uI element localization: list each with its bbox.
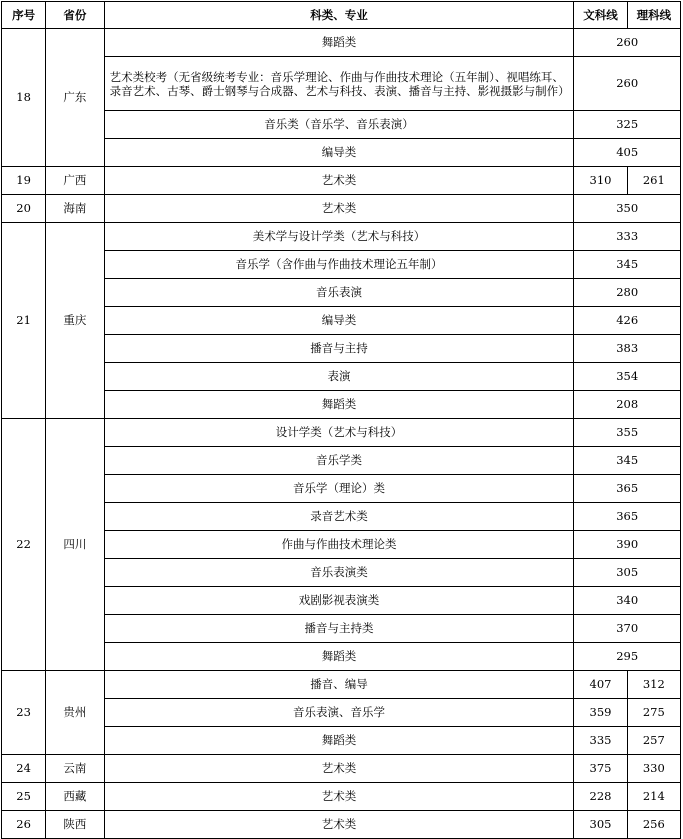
major-cell: 音乐表演 <box>104 279 574 307</box>
science-score-cell: 261 <box>627 167 680 195</box>
major-cell: 作曲与作曲技术理论类 <box>104 531 574 559</box>
combined-score-cell: 350 <box>574 195 681 223</box>
major-cell: 音乐学类 <box>104 447 574 475</box>
province-cell: 广西 <box>46 167 104 195</box>
table-row <box>2 587 681 615</box>
table-row <box>2 111 681 139</box>
combined-score-cell: 260 <box>574 57 681 111</box>
table-row <box>2 419 681 447</box>
science-score-cell: 312 <box>627 671 680 699</box>
seq-cell: 20 <box>2 195 46 223</box>
major-cell: 艺术类 <box>104 195 574 223</box>
combined-score-cell: 355 <box>574 419 681 447</box>
table-row <box>2 783 681 811</box>
province-cell: 广东 <box>46 29 104 167</box>
table-row <box>2 811 681 839</box>
table-row <box>2 279 681 307</box>
header-science-line: 理科线 <box>627 2 680 29</box>
table-row <box>2 391 681 419</box>
combined-score-cell: 390 <box>574 531 681 559</box>
table-row <box>2 29 681 57</box>
major-cell: 音乐学（理论）类 <box>104 475 574 503</box>
arts-score-cell: 335 <box>574 727 627 755</box>
province-cell: 西藏 <box>46 783 104 811</box>
arts-score-cell: 310 <box>574 167 627 195</box>
table-row <box>2 475 681 503</box>
major-cell: 艺术类 <box>104 755 574 783</box>
combined-score-cell: 325 <box>574 111 681 139</box>
major-cell: 艺术类校考（无省级统考专业：音乐学理论、作曲与作曲技术理论（五年制）、视唱练耳、录音艺术、古琴、爵士钢琴与合成器、艺术与科技、表演、播音与主持、影视摄影与制作） <box>104 57 574 111</box>
table-row <box>2 615 681 643</box>
combined-score-cell: 345 <box>574 251 681 279</box>
table-row <box>2 671 681 699</box>
combined-score-cell: 260 <box>574 29 681 57</box>
major-cell: 音乐类（音乐学、音乐表演） <box>104 111 574 139</box>
major-cell: 舞蹈类 <box>104 391 574 419</box>
seq-cell: 24 <box>2 755 46 783</box>
province-cell: 海南 <box>46 195 104 223</box>
combined-score-cell: 305 <box>574 559 681 587</box>
province-cell: 重庆 <box>46 223 104 419</box>
table-row <box>2 251 681 279</box>
table-row <box>2 447 681 475</box>
combined-score-cell: 333 <box>574 223 681 251</box>
province-cell: 贵州 <box>46 671 104 755</box>
table-row <box>2 167 681 195</box>
table-row <box>2 699 681 727</box>
combined-score-cell: 426 <box>574 307 681 335</box>
table-row <box>2 195 681 223</box>
table-header-row <box>2 2 681 29</box>
header-seq: 序号 <box>2 2 46 29</box>
combined-score-cell: 370 <box>574 615 681 643</box>
header-arts-line: 文科线 <box>574 2 627 29</box>
major-cell: 表演 <box>104 363 574 391</box>
science-score-cell: 330 <box>627 755 680 783</box>
table-row <box>2 503 681 531</box>
table-row <box>2 363 681 391</box>
combined-score-cell: 354 <box>574 363 681 391</box>
table-row <box>2 307 681 335</box>
major-cell: 美术学与设计学类（艺术与科技） <box>104 223 574 251</box>
table-row <box>2 223 681 251</box>
header-category: 科类、专业 <box>104 2 574 29</box>
table-row <box>2 643 681 671</box>
major-cell: 播音、编导 <box>104 671 574 699</box>
table-row <box>2 139 681 167</box>
major-cell: 戏剧影视表演类 <box>104 587 574 615</box>
province-cell: 云南 <box>46 755 104 783</box>
table-row <box>2 559 681 587</box>
combined-score-cell: 280 <box>574 279 681 307</box>
major-cell: 舞蹈类 <box>104 727 574 755</box>
science-score-cell: 257 <box>627 727 680 755</box>
combined-score-cell: 383 <box>574 335 681 363</box>
combined-score-cell: 340 <box>574 587 681 615</box>
seq-cell: 18 <box>2 29 46 167</box>
science-score-cell: 214 <box>627 783 680 811</box>
table-row <box>2 57 681 111</box>
major-cell: 录音艺术类 <box>104 503 574 531</box>
science-score-cell: 256 <box>627 811 680 839</box>
arts-score-cell: 359 <box>574 699 627 727</box>
major-cell: 播音与主持类 <box>104 615 574 643</box>
major-cell: 舞蹈类 <box>104 29 574 57</box>
combined-score-cell: 295 <box>574 643 681 671</box>
table-body <box>2 29 681 839</box>
seq-cell: 26 <box>2 811 46 839</box>
combined-score-cell: 405 <box>574 139 681 167</box>
arts-score-cell: 228 <box>574 783 627 811</box>
arts-score-cell: 375 <box>574 755 627 783</box>
major-cell: 音乐表演、音乐学 <box>104 699 574 727</box>
province-cell: 四川 <box>46 419 104 671</box>
seq-cell: 23 <box>2 671 46 755</box>
major-cell: 音乐学（含作曲与作曲技术理论五年制） <box>104 251 574 279</box>
seq-cell: 22 <box>2 419 46 671</box>
seq-cell: 21 <box>2 223 46 419</box>
arts-score-cell: 407 <box>574 671 627 699</box>
major-cell: 艺术类 <box>104 167 574 195</box>
table-row <box>2 727 681 755</box>
arts-score-cell: 305 <box>574 811 627 839</box>
major-cell: 设计学类（艺术与科技） <box>104 419 574 447</box>
cutoff-score-table <box>1 1 681 839</box>
combined-score-cell: 365 <box>574 503 681 531</box>
combined-score-cell: 345 <box>574 447 681 475</box>
seq-cell: 25 <box>2 783 46 811</box>
science-score-cell: 275 <box>627 699 680 727</box>
major-cell: 音乐表演类 <box>104 559 574 587</box>
header-province: 省份 <box>46 2 104 29</box>
major-cell: 编导类 <box>104 307 574 335</box>
major-cell: 播音与主持 <box>104 335 574 363</box>
seq-cell: 19 <box>2 167 46 195</box>
table-row <box>2 755 681 783</box>
major-cell: 编导类 <box>104 139 574 167</box>
table-row <box>2 531 681 559</box>
major-cell: 舞蹈类 <box>104 643 574 671</box>
combined-score-cell: 208 <box>574 391 681 419</box>
major-cell: 艺术类 <box>104 811 574 839</box>
table-row <box>2 335 681 363</box>
major-cell: 艺术类 <box>104 783 574 811</box>
province-cell: 陕西 <box>46 811 104 839</box>
combined-score-cell: 365 <box>574 475 681 503</box>
